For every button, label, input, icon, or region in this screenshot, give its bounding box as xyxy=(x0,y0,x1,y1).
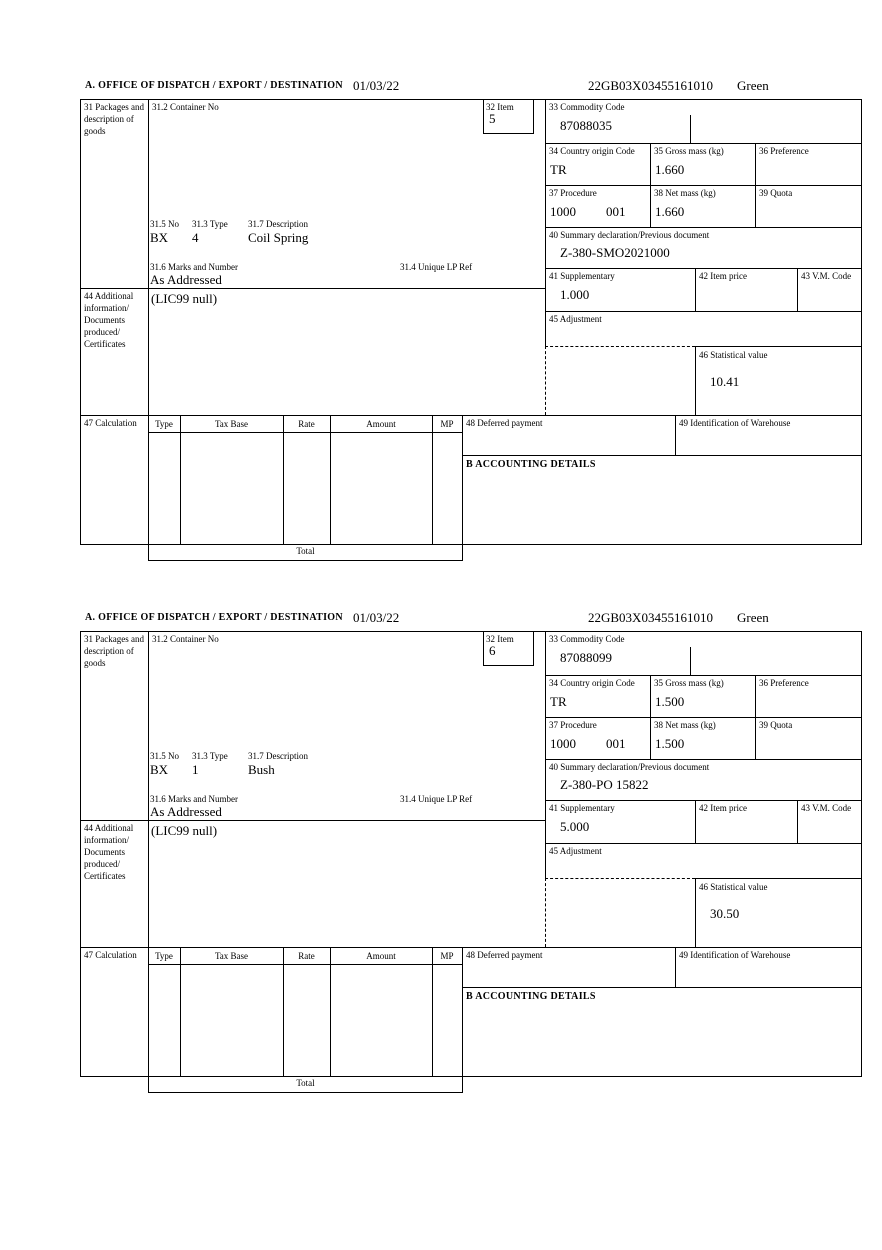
calculation-label: 47 Calculation xyxy=(84,950,137,960)
grid-line xyxy=(148,99,149,545)
grid-line xyxy=(432,947,433,1077)
routing-status: Green xyxy=(737,610,769,625)
grid-line xyxy=(483,665,534,666)
tax-mp-header: MP xyxy=(440,419,454,429)
tax-amount-header: Amount xyxy=(366,419,396,429)
grid-line xyxy=(330,947,331,1077)
marks-label: 31.6 Marks and Number xyxy=(150,262,238,272)
statistical-value-label: 46 Statistical value xyxy=(699,350,768,360)
deferred-payment-label: 48 Deferred payment xyxy=(466,950,543,960)
summary-declaration: Z-380-PO 15822 xyxy=(560,777,649,792)
grid-line xyxy=(462,987,862,988)
net-mass: 1.660 xyxy=(655,204,685,219)
procedure-label: 37 Procedure xyxy=(549,720,597,730)
preference-label: 36 Preference xyxy=(759,678,809,688)
gross-mass: 1.500 xyxy=(655,694,685,709)
grid-line xyxy=(545,268,862,269)
grid-line xyxy=(80,415,862,416)
grid-line xyxy=(675,415,676,455)
packages-type: 4 xyxy=(192,230,199,245)
grid-line xyxy=(483,99,484,133)
tax-total-row xyxy=(148,545,463,561)
packages-no-label: 31.5 No xyxy=(150,751,179,761)
grid-line-dashed xyxy=(545,346,695,347)
supplementary-label: 41 Supplementary xyxy=(549,803,615,813)
calculation-label: 47 Calculation xyxy=(84,418,137,428)
item-number: 5 xyxy=(489,111,496,126)
marks-label: 31.6 Marks and Number xyxy=(150,794,238,804)
grid-line xyxy=(695,878,862,879)
grid-line xyxy=(797,268,798,311)
total-label: Total xyxy=(296,1078,315,1088)
grid-line xyxy=(545,717,862,718)
declaration-item-block xyxy=(0,78,882,578)
item-outline xyxy=(80,631,862,1077)
grid-line xyxy=(695,346,696,415)
grid-line xyxy=(180,947,181,1077)
tax-amount-header: Amount xyxy=(366,951,396,961)
country-origin-code: TR xyxy=(550,162,567,177)
grid-line xyxy=(80,947,862,948)
grid-line xyxy=(545,185,862,186)
commodity-code-label: 33 Commodity Code xyxy=(549,102,625,112)
procedure-label: 37 Procedure xyxy=(549,188,597,198)
grid-line-dashed xyxy=(545,878,695,879)
deferred-payment-label: 48 Deferred payment xyxy=(466,418,543,428)
container-no-label: 31.2 Container No xyxy=(152,102,219,112)
gross-mass-label: 35 Gross mass (kg) xyxy=(654,146,724,156)
office-of-dispatch-label: A. OFFICE OF DISPATCH / EXPORT / DESTINATION xyxy=(85,80,343,91)
packages-no-label: 31.5 No xyxy=(150,219,179,229)
grid-line xyxy=(690,647,691,675)
packages-number: BX xyxy=(150,230,169,245)
item-price-label: 42 Item price xyxy=(699,803,747,813)
tax-type-header: Type xyxy=(155,951,173,961)
supplementary-units: 1.000 xyxy=(560,287,590,302)
grid-line xyxy=(330,415,331,545)
grid-line xyxy=(432,415,433,545)
net-mass-label: 38 Net mass (kg) xyxy=(654,188,716,198)
total-label: Total xyxy=(296,546,315,556)
supplementary-units: 5.000 xyxy=(560,819,590,834)
tax-base-header: Tax Base xyxy=(214,419,249,429)
box44-label: 44 Additional information/ Documents produced/ Certificates xyxy=(84,291,134,349)
country-origin-code: TR xyxy=(550,694,567,709)
additional-information: (LIC99 null) xyxy=(151,823,218,838)
commodity-code: 87088035 xyxy=(560,118,612,133)
grid-line xyxy=(690,115,691,143)
tax-type-header: Type xyxy=(155,419,173,429)
dispatch-date: 01/03/22 xyxy=(353,610,400,625)
net-mass-label: 38 Net mass (kg) xyxy=(654,720,716,730)
packages-type-label: 31.3 Type xyxy=(192,219,228,229)
tax-total-row xyxy=(148,1077,463,1093)
quota-label: 39 Quota xyxy=(759,188,793,198)
grid-line xyxy=(283,415,284,545)
tax-rate-header: Rate xyxy=(298,419,315,429)
item-box-label: 32 Item xyxy=(486,102,514,112)
grid-line xyxy=(545,843,862,844)
grid-line xyxy=(483,133,534,134)
grid-line xyxy=(695,800,696,843)
grid-line xyxy=(80,820,545,821)
grid-line xyxy=(545,99,546,346)
packages-type: 1 xyxy=(192,762,199,777)
item-price-label: 42 Item price xyxy=(699,271,747,281)
adjustment-label: 45 Adjustment xyxy=(549,314,602,324)
unique-lp-ref-label: 31.4 Unique LP Ref xyxy=(400,262,473,272)
procedure-code-2: 001 xyxy=(606,204,626,219)
warehouse-id-label: 49 Identification of Warehouse xyxy=(679,950,791,960)
grid-line xyxy=(148,631,149,1077)
procedure-code-2: 001 xyxy=(606,736,626,751)
grid-line xyxy=(462,947,463,1077)
net-mass: 1.500 xyxy=(655,736,685,751)
gross-mass-label: 35 Gross mass (kg) xyxy=(654,678,724,688)
grid-line xyxy=(545,631,546,878)
declaration-reference: 22GB03X03455161010 xyxy=(588,78,713,93)
statistical-value: 10.41 xyxy=(710,374,740,389)
grid-line xyxy=(695,268,696,311)
grid-line xyxy=(462,415,463,545)
summary-declaration: Z-380-SMO2021000 xyxy=(560,245,670,260)
tax-mp-header: MP xyxy=(440,951,454,961)
additional-information: (LIC99 null) xyxy=(151,291,218,306)
statistical-value-label: 46 Statistical value xyxy=(699,882,768,892)
office-of-dispatch-label: A. OFFICE OF DISPATCH / EXPORT / DESTINATION xyxy=(85,612,343,623)
quota-label: 39 Quota xyxy=(759,720,793,730)
gross-mass: 1.660 xyxy=(655,162,685,177)
grid-line-dashed xyxy=(545,878,546,947)
packages-type-label: 31.3 Type xyxy=(192,751,228,761)
adjustment-label: 45 Adjustment xyxy=(549,846,602,856)
vm-code-label: 43 V.M. Code xyxy=(801,803,852,813)
declaration-reference: 22GB03X03455161010 xyxy=(588,610,713,625)
item-box-label: 32 Item xyxy=(486,634,514,644)
grid-line xyxy=(180,415,181,545)
grid-line xyxy=(462,455,862,456)
grid-line xyxy=(533,631,534,665)
item-outline xyxy=(80,99,862,545)
container-no-label: 31.2 Container No xyxy=(152,634,219,644)
box44-label: 44 Additional information/ Documents produced/ Certificates xyxy=(84,823,134,881)
commodity-code-label: 33 Commodity Code xyxy=(549,634,625,644)
grid-line xyxy=(148,964,462,965)
unique-lp-ref-label: 31.4 Unique LP Ref xyxy=(400,794,473,804)
vm-code-label: 43 V.M. Code xyxy=(801,271,852,281)
box31-label: 31 Packages and description of goods xyxy=(84,634,144,668)
goods-description: Bush xyxy=(248,762,275,777)
goods-description: Coil Spring xyxy=(248,230,309,245)
grid-line xyxy=(545,759,862,760)
grid-line xyxy=(695,346,862,347)
grid-line xyxy=(545,675,862,676)
country-origin-label: 34 Country origin Code xyxy=(549,678,635,688)
dispatch-date: 01/03/22 xyxy=(353,78,400,93)
marks-and-numbers: As Addressed xyxy=(150,272,222,287)
accounting-details-label: B ACCOUNTING DETAILS xyxy=(466,459,596,470)
grid-line xyxy=(545,227,862,228)
grid-line xyxy=(545,143,862,144)
warehouse-id-label: 49 Identification of Warehouse xyxy=(679,418,791,428)
description-label: 31.7 Description xyxy=(248,219,308,229)
preference-label: 36 Preference xyxy=(759,146,809,156)
grid-line xyxy=(80,288,545,289)
tax-base-header: Tax Base xyxy=(214,951,249,961)
commodity-code: 87088099 xyxy=(560,650,612,665)
description-label: 31.7 Description xyxy=(248,751,308,761)
grid-line-dashed xyxy=(545,346,546,415)
procedure-code: 1000 xyxy=(550,736,576,751)
procedure-code: 1000 xyxy=(550,204,576,219)
packages-number: BX xyxy=(150,762,169,777)
grid-line xyxy=(695,878,696,947)
grid-line xyxy=(545,311,862,312)
routing-status: Green xyxy=(737,78,769,93)
grid-line xyxy=(533,99,534,133)
grid-line xyxy=(675,947,676,987)
summary-declaration-label: 40 Summary declaration/Previous document xyxy=(549,230,710,240)
grid-line xyxy=(545,800,862,801)
tax-rate-header: Rate xyxy=(298,951,315,961)
grid-line xyxy=(148,432,462,433)
grid-line xyxy=(797,800,798,843)
box31-label: 31 Packages and description of goods xyxy=(84,102,144,136)
marks-and-numbers: As Addressed xyxy=(150,804,222,819)
summary-declaration-label: 40 Summary declaration/Previous document xyxy=(549,762,710,772)
accounting-details-label: B ACCOUNTING DETAILS xyxy=(466,991,596,1002)
statistical-value: 30.50 xyxy=(710,906,740,921)
country-origin-label: 34 Country origin Code xyxy=(549,146,635,156)
item-number: 6 xyxy=(489,643,496,658)
declaration-item-block xyxy=(0,610,882,1110)
supplementary-label: 41 Supplementary xyxy=(549,271,615,281)
grid-line xyxy=(283,947,284,1077)
grid-line xyxy=(483,631,484,665)
